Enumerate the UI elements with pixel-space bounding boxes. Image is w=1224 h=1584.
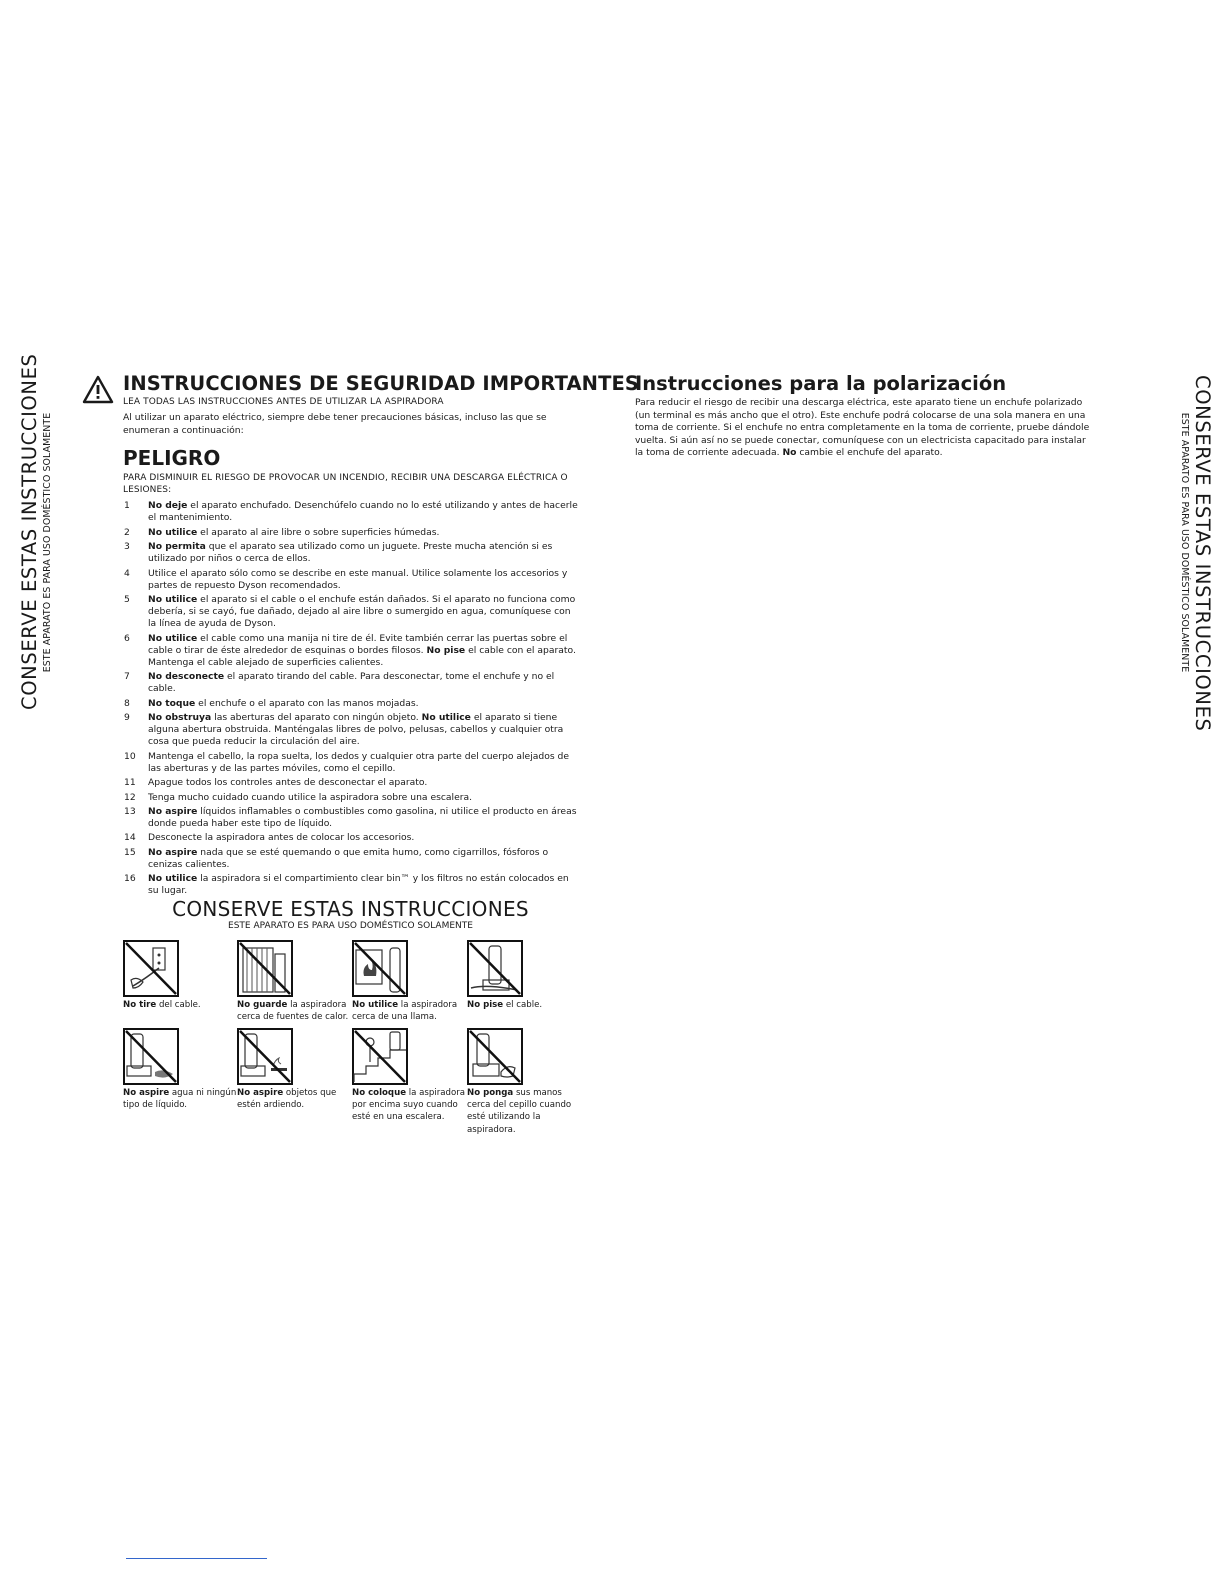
polarization-text: Para reducir el riesgo de recibir una descarga eléctrica, este aparato tiene un enchufe polarizado (un terminal es más ancho que el otro). Este enchufe podrá colocarse de una sola manera en una toma de corriente. Si el enchufe no entra completamente en la toma de corriente, pruebe dándole vuelta. Si aún así no se puede conectar, comuníquese con un electricista capacitado para instalar la toma de corriente adecuada. No cambie el enchufe del aparato. [635,397,1090,459]
pictogram-no-vacuum-water [123,1028,243,1111]
pictogram-caption: No ponga sus manos cerca del cepillo cuando esté utilizando la aspiradora. [467,1088,572,1135]
side-banner-subtitle: ESTE APARATO ES PARA USO DOMÉSTICO SOLAMENTE [1179,412,1190,673]
pictogram-caption: No guarde la aspiradora cerca de fuentes de calor. [237,1000,349,1023]
danger-title: PELIGRO [123,446,221,471]
list-item: 2 No utilice el aparato al aire libre o sobre superficies húmedas. [124,526,440,538]
side-banner-title: CONSERVE ESTAS INSTRUCCIONES [18,353,41,710]
list-item: 4 Utilice el aparato sólo como se describe en este manual. Utilice solamente los accesorios y partes de repuesto Dyson recomendados. [124,567,568,591]
conserve-title: CONSERVE ESTAS INSTRUCCIONES [172,897,529,921]
list-item: 16 No utilice la aspiradora si el compartimiento clear bin™ y los filtros no están colocados en su lugar. [124,873,569,897]
list-item: 6 No utilice el cable como una manija ni tire de él. Evite también cerrar las puertas sobre el cable o tirar de éste alrededor de esquinas o bordes filosos. No pise el cable con el aparato. Mantenga el cable alejado de superficies calientes. [124,632,576,668]
list-item: 12 Tenga mucho cuidado cuando utilice la aspiradora sobre una escalera. [124,791,473,803]
safety-intro: Al utilizar un aparato eléctrico, siempre debe tener precauciones básicas, incluso las que se enumeran a continuación: [123,412,547,436]
side-banner-subtitle: ESTE APARATO ES PARA USO DOMÉSTICO SOLAMENTE [42,412,53,673]
pictogram-no-hands-near-brush [467,1028,587,1136]
list-item: 14 Desconecte la aspiradora antes de colocar los accesorios. [124,832,415,844]
list-item: 11 Apague todos los controles antes de desconectar el aparato. [124,777,428,789]
no-vacuum-water-icon [123,1028,179,1085]
no-place-above-on-stairs-icon [352,1028,408,1085]
no-hands-near-brush-icon [467,1028,523,1085]
side-banner-title: CONSERVE ESTAS INSTRUCCIONES [1191,375,1214,732]
pictogram-no-vacuum-burning [237,1028,357,1111]
safety-section [123,372,640,900]
safety-rules-list [123,500,578,897]
no-use-near-flame-icon [352,940,408,997]
conserve-subtitle: ESTE APARATO ES PARA USO DOMÉSTICO SOLAMENTE [228,921,473,931]
pictogram-no-pull-cord [123,940,243,1011]
side-banner-right [1172,375,1214,732]
no-vacuum-burning-icon [237,1028,293,1085]
pictogram-caption: No coloque la aspiradora por encima suyo cuando esté en una escalera. [352,1088,466,1123]
no-step-on-cord-icon [467,940,523,997]
list-item: 9 No obstruya las aberturas del aparato con ningún objeto. No utilice el aparato si tiene alguna abertura obstruida. Manténgalas libres de polvo, pelusas, cabellos y cualquier otra cosa que pueda reducir la circulación del aire. [124,712,564,748]
read-all-notice: LEA TODAS LAS INSTRUCCIONES ANTES DE UTILIZAR LA ASPIRADORA [123,397,444,407]
side-banner-left [18,353,60,710]
pictogram-caption: No tire del cable. [123,1000,201,1010]
footer-divider [126,1558,267,1559]
safety-title: INSTRUCCIONES DE SEGURIDAD IMPORTANTES [123,372,640,395]
no-store-near-heat-icon [237,940,293,997]
list-item: 13 No aspire líquidos inflamables o combustibles como gasolina, ni utilice el producto en áreas donde pueda haber este tipo de líquido. [124,805,577,829]
pictogram-caption: No utilice la aspiradora cerca de una llama. [352,1000,458,1023]
list-item: 5 No utilice el aparato si el cable o el enchufe están dañados. Si el aparato no funciona como debería, si se cayó, fue dañado, dejado al aire libre o sumergido en agua, comuníquese con la línea de ayuda de Dyson. [124,594,576,630]
pictogram-no-use-near-flame [352,940,472,1023]
pictogram-no-step-on-cord [467,940,587,1011]
pictogram-no-store-near-heat [237,940,357,1023]
pictogram-caption: No aspire objetos que estén ardiendo. [237,1088,337,1111]
danger-subtitle: PARA DISMINUIR EL RIESGO DE PROVOCAR UN INCENDIO, RECIBIR UNA DESCARGA ELÉCTRICA O LESIONES: [123,473,568,496]
list-item: 15 No aspire nada que se esté quemando o que emita humo, como cigarrillos, fósforos o cenizas calientes. [124,846,549,870]
pictogram-no-place-above-on-stairs [352,1028,472,1124]
list-item: 8 No toque el enchufe o el aparato con las manos mojadas. [124,697,419,709]
list-item: 10 Mantenga el cabello, la ropa suelta, los dedos y cualquier otra parte del cuerpo alejados de las aberturas y de las partes móviles, como el cepillo. [124,750,570,774]
list-item: 1 No deje el aparato enchufado. Desenchúfelo cuando no lo esté utilizando y antes de hacerle el mantenimiento. [124,500,578,524]
polarization-title: Instrucciones para la polarización [635,372,1007,395]
pictogram-caption: No pise el cable. [467,1000,543,1010]
list-item: 7 No desconecte el aparato tirando del cable. Para desconectar, tome el enchufe y no el cable. [124,671,555,695]
warning-triangle-icon [82,375,114,404]
list-item: 3 No permita que el aparato sea utilizado como un juguete. Preste mucha atención si es utilizado por niños o cerca de ellos. [124,541,553,565]
conserve-block [123,897,578,932]
pictogram-caption: No aspire agua ni ningún tipo de líquido. [123,1088,237,1111]
no-pull-cord-icon [123,940,179,997]
polarization-section [635,372,1090,460]
